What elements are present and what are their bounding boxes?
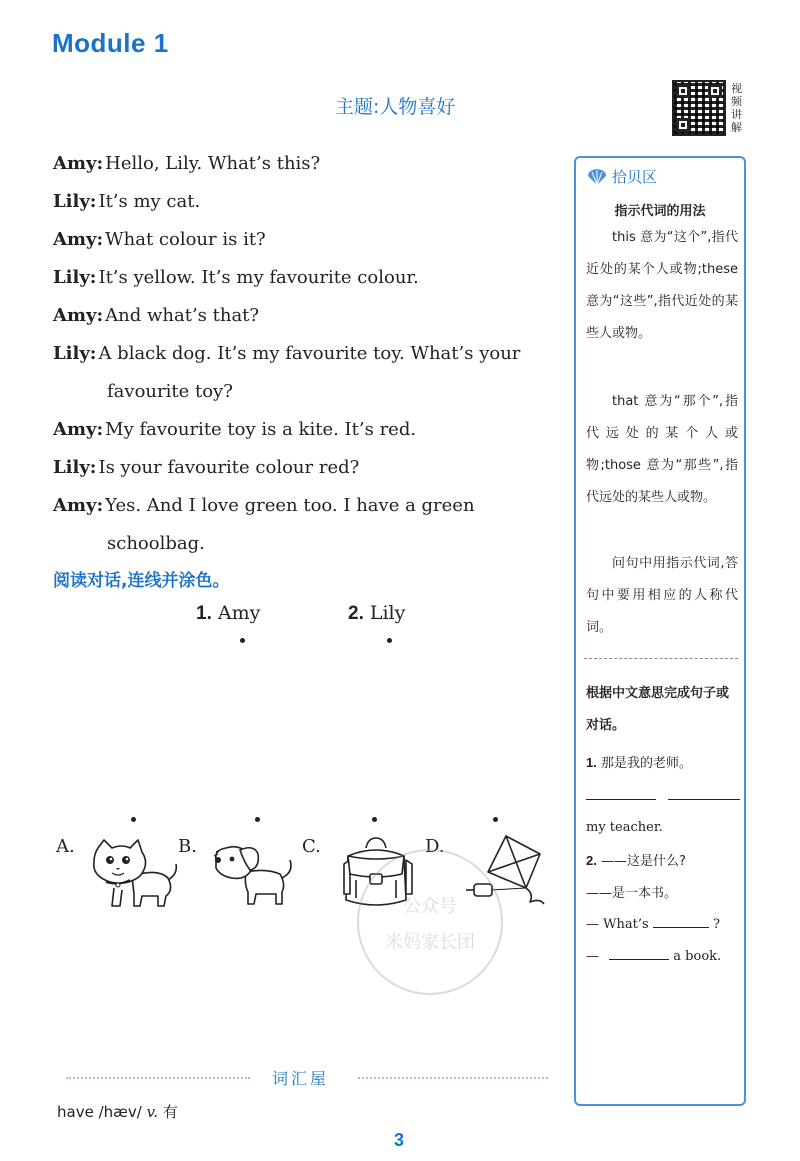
speaker: Amy	[53, 495, 97, 516]
utterance: My favourite toy is a kite. It’s red.	[105, 419, 417, 440]
speaker: Amy	[53, 419, 97, 440]
option-letter-b: B.	[178, 836, 197, 857]
speaker: Amy	[53, 229, 97, 250]
dialogue-line: Lily : Is your favourite colour red?	[53, 449, 553, 487]
name-text: Amy	[217, 602, 261, 624]
exercise-instruction: 阅读对话,连线并涂色。	[53, 571, 230, 591]
vocab-title: 词汇屋	[272, 1069, 330, 1088]
question-1-tail: my teacher.	[586, 820, 663, 835]
match-dot-d[interactable]	[493, 817, 498, 822]
utterance: Is your favourite colour red?	[98, 457, 360, 478]
dialogue	[53, 145, 553, 563]
watermark-seal	[350, 842, 510, 1002]
name-number: 1.	[196, 603, 212, 624]
page-number: 3	[394, 1130, 405, 1150]
option-letter-d: D.	[425, 836, 445, 857]
module-title: Module 1	[52, 28, 169, 58]
answer-blank[interactable]	[609, 948, 669, 960]
utterance: And what’s that?	[105, 305, 260, 326]
svg-text:米妈家长团: 米妈家长团	[385, 932, 475, 953]
dialogue-line: Amy : What colour is it?	[53, 221, 553, 259]
speaker: Lily	[53, 457, 90, 478]
utterance: It’s yellow. It’s my favourite colour.	[98, 267, 419, 288]
match-dot-a[interactable]	[131, 817, 136, 822]
speaker: Lily	[53, 191, 90, 212]
speaker: Amy	[53, 305, 97, 326]
option-letter-c: C.	[302, 836, 321, 857]
question-1: 1. 那是我的老师。	[586, 755, 692, 771]
speaker: Lily	[53, 267, 90, 288]
sidebar-heading-text: 拾贝区	[612, 168, 658, 186]
dialogue-line: Lily : A black dog. It’s my favourite toy. What’s your	[53, 335, 553, 373]
vocab-word: have	[57, 1103, 94, 1121]
match-dot-amy[interactable]	[240, 638, 245, 643]
vocab-pos: v.	[146, 1103, 159, 1121]
vocab-dotted-line-right	[358, 1077, 548, 1079]
tip-paragraph: this 意为“这个”,指代近处的某个人或物;these 意为“这些”,指代近处的某些人或物。	[586, 230, 738, 341]
question-2: 2. ——这是什么?	[586, 853, 686, 869]
utterance: What colour is it?	[105, 229, 266, 250]
answer-blank[interactable]	[653, 916, 709, 928]
question-2-english-2: — a book.	[586, 949, 722, 964]
exercise-section-title: 根据中文意思完成句子或对话。	[586, 686, 730, 733]
speaker: Lily	[53, 343, 90, 364]
match-dot-lily[interactable]	[387, 638, 392, 643]
name-number: 2.	[348, 603, 364, 624]
vocab-entry	[57, 1101, 178, 1122]
sidebar-divider	[584, 658, 738, 659]
sidebar-title: 指示代词的用法	[614, 204, 706, 219]
dialogue-line: Lily : It’s my cat.	[53, 183, 553, 221]
tips-sidebar	[574, 156, 746, 1106]
speaker: Amy	[53, 153, 97, 174]
match-dot-b[interactable]	[255, 817, 260, 822]
dialogue-line: Amy : Yes. And I love green too. I have a green	[53, 487, 553, 525]
name-label-lily	[348, 602, 405, 625]
cat-icon[interactable]	[88, 838, 180, 908]
qr-code-icon[interactable]	[672, 80, 726, 136]
dialogue-line: Lily : It’s yellow. It’s my favourite colour.	[53, 259, 553, 297]
shell-icon	[586, 168, 608, 186]
option-letter-a: A.	[56, 836, 75, 857]
dog-icon[interactable]	[210, 838, 296, 908]
svg-text:公众号: 公众号	[403, 896, 457, 917]
vocab-phonetic: /hæv/	[98, 1103, 142, 1121]
qr-label: 视频讲解	[731, 82, 742, 134]
name-label-amy	[196, 602, 260, 625]
utterance: It’s my cat.	[98, 191, 201, 212]
dialogue-line-continued: favourite toy?	[107, 381, 233, 402]
answer-blanks-1	[586, 788, 740, 804]
sidebar-heading	[586, 166, 657, 187]
theme-title: 主题:人物喜好	[335, 96, 456, 118]
vocab-dotted-line-left	[66, 1077, 250, 1079]
utterance: Hello, Lily. What’s this?	[105, 153, 321, 174]
answer-blank[interactable]	[586, 788, 656, 800]
tip-paragraph: that 意为“那个”,指代远处的某个人或物;those 意为“那些”,指代远处的某些人或物。	[586, 394, 738, 505]
tip-paragraph: 问句中用指示代词,答句中要用相应的人称代词。	[586, 556, 738, 635]
vocab-meaning: 有	[162, 1103, 178, 1121]
dialogue-line-continued: schoolbag.	[107, 533, 205, 554]
match-dot-c[interactable]	[372, 817, 377, 822]
question-2-line2: ——是一本书。	[586, 886, 678, 901]
dialogue-line: Amy : My favourite toy is a kite. It’s red.	[53, 411, 553, 449]
dialogue-line: Amy : And what’s that?	[53, 297, 553, 335]
utterance: Yes. And I love green too. I have a green	[105, 495, 475, 516]
question-2-english-1: — What’s ?	[586, 917, 720, 932]
dialogue-line: Amy : Hello, Lily. What’s this?	[53, 145, 553, 183]
answer-blank[interactable]	[668, 788, 740, 800]
name-text: Lily	[369, 602, 406, 624]
utterance: A black dog. It’s my favourite toy. What’s your	[98, 343, 521, 364]
